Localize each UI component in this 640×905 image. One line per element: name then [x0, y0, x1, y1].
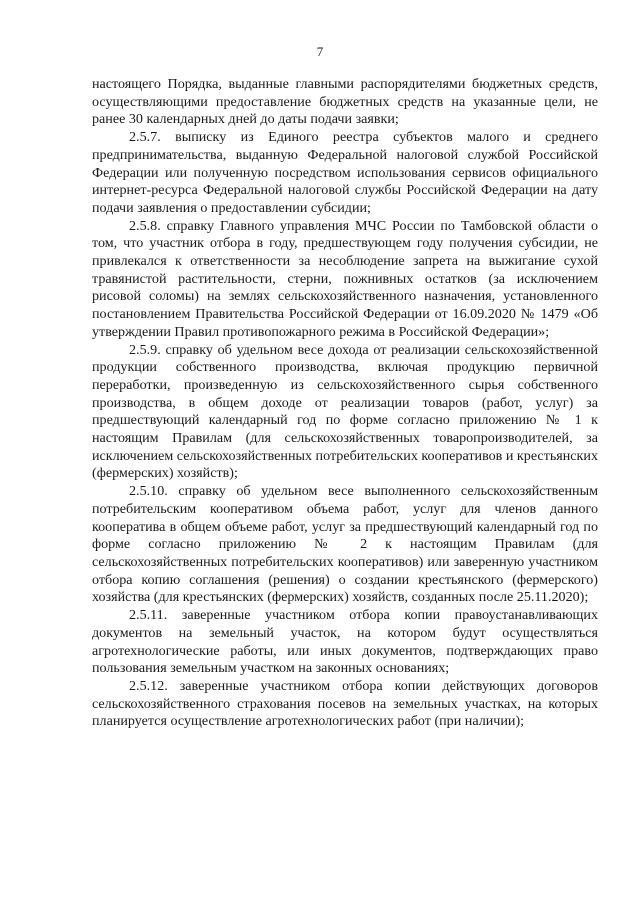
paragraph-2-5-9: 2.5.9. справку об удельном весе дохода от реализации сельскохозяйственной продукции собственного производства, включая продукцию первичной переработки, произведенную из сельскохозяйственного сырья собственного производства, в общем доходе от реализации товаров (работ, услуг) за предшествующий календарный год по форме согласно приложению № 1 к настоящим Правилам (для сельскохозяйственных товаропроизводителей, за исключением сельскохозяйственных потребительских кооперативов и крестьянских (фермерских) хозяйств);: [92, 341, 598, 482]
paragraph-2-5-8: 2.5.8. справку Главного управления МЧС России по Тамбовской области о том, что участник отбора в году, предшествующем году получения субсидии, не привлекался к ответственности за несоблюдение запрета на выжигание сухой травянистой растительности, стерни, пожнивных остатков (за исключением рисовой соломы) на землях сельскохозяйственного назначения, установленного постановлением Правительства Российской Федерации от 16.09.2020 № 1479 «Об утверждении Правил противопожарного режима в Российской Федерации»;: [92, 217, 598, 340]
document-body: [92, 76, 598, 731]
paragraph-2-5-11: 2.5.11. заверенные участником отбора копии правоустанавливающих документов на земельный участок, на котором будут осуществляться агротехнологические работы, или иных документов, подтверждающих право пользования земельным участком на законных основаниях;: [92, 607, 598, 677]
paragraph-2-5-10: 2.5.10. справку об удельном весе выполненного сельскохозяйственным потребительским кооперативом объема работ, услуг для членов данного кооператива в общем объеме работ, услуг за предшествующий календарный год по форме согласно приложению № 2 к настоящим Правилам (для сельскохозяйственных потребительских кооперативов) или заверенную участником отбора копию соглашения (решения) о создании крестьянского (фермерского) хозяйства (для крестьянских (фермерских) хозяйств, созданных после 25.11.2020);: [92, 483, 598, 606]
paragraph-2-5-7: 2.5.7. выписку из Единого реестра субъектов малого и среднего предпринимательства, выданную Федеральной налоговой службой Российской Федерации или полученную посредством использования сервисов официального интернет-ресурса Федеральной налоговой службы Российской Федерации на дату подачи заявления о предоставлении субсидии;: [92, 129, 598, 216]
paragraph-2-5-12: 2.5.12. заверенные участником отбора копии действующих договоров сельскохозяйственного страхования посевов на земельных участках, на которых планируется осуществление агротехнологических работ (при наличии);: [92, 677, 598, 730]
page-number: 7: [316, 44, 324, 59]
paragraph-continuation: настоящего Порядка, выданные главными распорядителями бюджетных средств, осуществляющими предоставление бюджетных средств на указанные цели, не ранее 30 календарных дней до даты подачи заявки;: [92, 76, 598, 128]
